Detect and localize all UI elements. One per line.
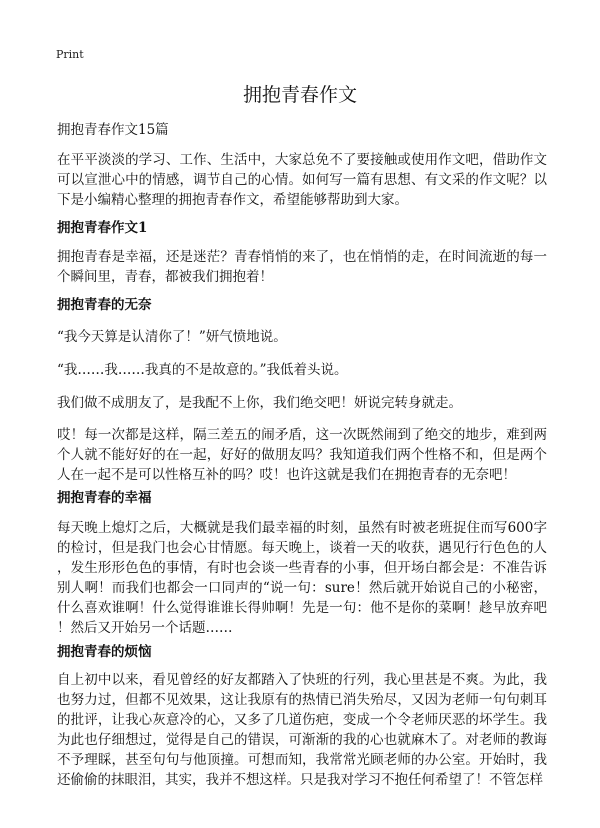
section-heading: 拥抱青春作文1 <box>57 220 148 236</box>
section-paragraph: 拥抱青春是幸福，还是迷茫？青春悄悄的来了，也在悄悄的走，在时间流逝的每一个瞬间里，青春，都被我们拥抱着！ <box>57 249 547 285</box>
section-heading: 拥抱青春的无奈 <box>57 297 152 313</box>
section-paragraph: 我们做不成朋友了，是我配不上你，我们绝交吧！妍说完转身就走。 <box>57 395 462 411</box>
section-paragraph: 自上初中以来，看见曾经的好友都踏入了快班的行列，我心里甚是不爽。为此，我也努力过，但都不见效果，这让我原有的热情已消失殆尽，又因为老师一句句刺耳的批评，让我心灰意冷的心，又多了几道伤疤，变成一个令老师厌恶的坏学生。我为此也仔细想过，觉得是自己的错误，可渐渐的我的心也就麻木了。对老师的教诲不予理睬，甚至句句与他顶撞。可想而知，我常常光顾老师的办公室。开始时，我还偷偷的抹眼泪，其实，我并不想这样。只是我对学习不抱任何希望了！不管怎样 <box>57 672 547 788</box>
document-title: 拥抱青春作文 <box>242 84 357 106</box>
section-paragraph: “我今天算是认清你了！”妍气愤地说。 <box>57 329 287 345</box>
section-heading: 拥抱青春的幸福 <box>57 490 152 506</box>
document-subtitle: 拥抱青春作文15篇 <box>57 122 169 138</box>
intro-paragraph: 在平平淡淡的学习、工作、生活中，大家总免不了要接触或使用作文吧，借助作文可以宣泄心中的情感，调节自己的心情。如何写一篇有思想、有文采的作文呢？以下是小编精心整理的拥抱青春作文，希望能够帮助到大家。 <box>57 152 547 208</box>
print-link[interactable]: Print <box>56 48 84 61</box>
section-paragraph: 哎！每一次都是这样，隔三差五的闹矛盾，这一次既然闹到了绝交的地步，难到两个人就不能好好的在一起，好好的做朋友吗？我知道我们两个性格不和，但是两个人在一起不是可以性格互补的吗？哎！也许这就是我们在拥抱青春的无奈吧！ <box>57 427 547 483</box>
section-paragraph: 每天晚上熄灯之后，大概就是我们最幸福的时刻，虽然有时被老班捉住而写600字的检讨，但是我门也会心甘情愿。每天晚上，谈着一天的收获，遇见行行色色的人，发生形形色色的事情，有时也会谈一些青春的小事，但开场白都会是：不准告诉别人啊！而我们也都会一口同声的“说一句：sure！然后就开始说自己的小秘密，什么喜欢谁啊！什么觉得谁谁长得帅啊！先是一句：他不是你的菜啊！趁早放弃吧！然后又开始另一个话题…… <box>57 520 547 636</box>
section-paragraph: “我……我……我真的不是故意的。”我低着头说。 <box>57 362 348 378</box>
section-heading: 拥抱青春的烦恼 <box>57 644 152 660</box>
